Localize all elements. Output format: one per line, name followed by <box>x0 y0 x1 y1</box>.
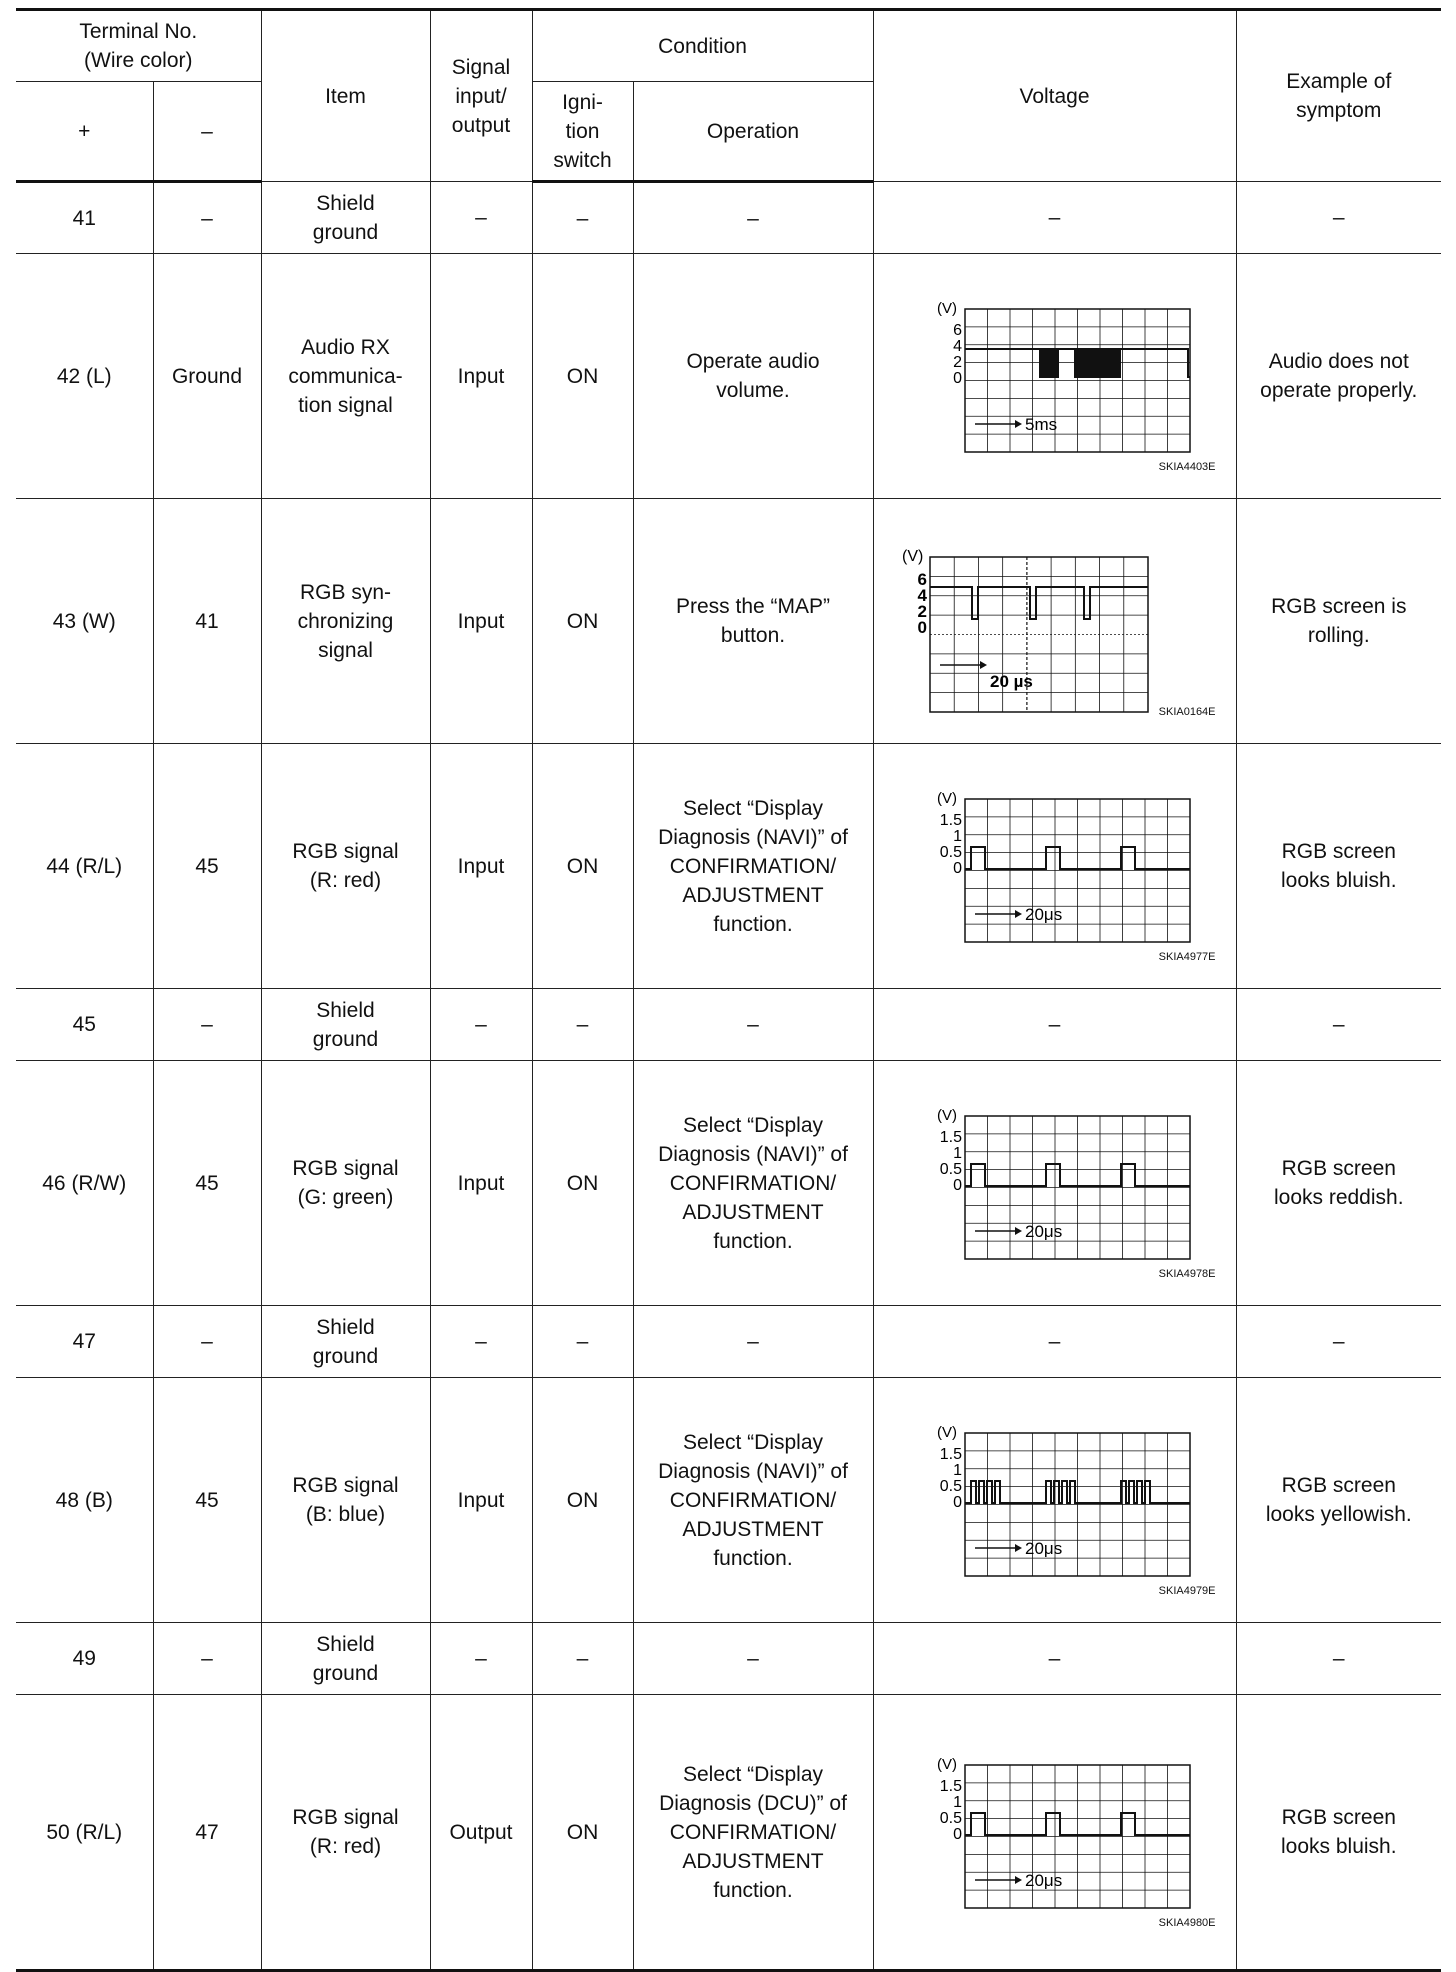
y-tick-label: 0.5 <box>939 1478 962 1495</box>
symptom-cell-line: rolling. <box>1307 624 1370 647</box>
operation-cell-line: ADJUSTMENT <box>682 883 824 907</box>
voltage-cell <box>873 499 1236 744</box>
oscilloscope-waveform <box>890 1732 1220 1932</box>
terminal-plus: 50 (R/L) <box>16 1695 153 1971</box>
item-cell-line: tion signal <box>298 393 393 417</box>
signal-io-cell: Input <box>430 744 532 989</box>
table-row <box>16 1623 1441 1695</box>
symptom-cell <box>1236 254 1441 499</box>
y-tick-label: 4 <box>952 338 962 355</box>
ignition-switch-cell: ON <box>532 1378 633 1623</box>
figure-code: SKIA4980E <box>1158 1917 1216 1929</box>
y-tick-label: 4 <box>917 586 927 605</box>
symptom-header: Example of symptom <box>1236 10 1441 182</box>
y-unit-label: (V) <box>901 548 923 565</box>
terminal-minus: – <box>153 1306 261 1378</box>
y-tick-label: 1 <box>952 1145 962 1162</box>
y-tick-label: 6 <box>917 570 927 589</box>
figure-code: SKIA4977E <box>1158 951 1216 963</box>
y-tick-label: 0 <box>917 618 927 637</box>
operation-cell-line: CONFIRMATION/ <box>669 854 837 878</box>
y-unit-label: (V) <box>936 1424 957 1441</box>
y-tick-label: 0.5 <box>939 844 962 861</box>
item-cell <box>261 499 430 744</box>
item-cell <box>261 1623 430 1695</box>
operation-cell <box>633 1695 873 1971</box>
item-cell-line: RGB signal <box>292 1806 399 1829</box>
figure-code: SKIA4979E <box>1158 1585 1216 1597</box>
table-row <box>16 1306 1441 1378</box>
terminal-minus: – <box>153 182 261 254</box>
table-row <box>16 1378 1441 1623</box>
terminal-minus: 45 <box>153 744 261 989</box>
terminal-no-header: Terminal No. (Wire color) <box>16 10 261 82</box>
y-tick-label: 1.5 <box>939 1129 962 1146</box>
operation-cell-line: CONFIRMATION/ <box>669 1488 837 1512</box>
waveform-graph <box>890 1083 1220 1283</box>
operation-cell <box>633 989 873 1061</box>
item-cell <box>261 182 430 254</box>
terminal-minus: 45 <box>153 1061 261 1306</box>
operation-cell <box>633 182 873 254</box>
operation-cell-line: Diagnosis (NAVI)” of <box>658 825 848 849</box>
arrow-head-icon <box>980 661 987 669</box>
terminal-plus: 47 <box>16 1306 153 1378</box>
voltage-cell: – <box>873 1623 1236 1695</box>
terminal-plus: 43 (W) <box>16 499 153 744</box>
symptom-cell <box>1236 1378 1441 1623</box>
arrow-head-icon <box>1015 1544 1022 1552</box>
item-cell-line: ground <box>312 220 379 244</box>
symptom-cell-line: – <box>1332 1647 1345 1670</box>
terminal-plus: 48 (B) <box>16 1378 153 1623</box>
symptom-cell-line: Audio does not <box>1268 350 1409 373</box>
item-cell <box>261 1695 430 1971</box>
y-tick-label: 0.5 <box>939 1810 962 1827</box>
item-cell-line: Shield <box>316 1315 375 1339</box>
voltage-cell: – <box>873 182 1236 254</box>
y-unit-label: (V) <box>936 1107 957 1124</box>
figure-code: SKIA4403E <box>1158 461 1216 473</box>
signal-io-cell: Input <box>430 1061 532 1306</box>
symptom-cell-line: RGB screen <box>1281 840 1396 863</box>
item-cell-line: signal <box>318 638 373 662</box>
symptom-cell <box>1236 989 1441 1061</box>
operation-cell-line: ADJUSTMENT <box>682 1200 824 1224</box>
terminal-plus: 44 (R/L) <box>16 744 153 989</box>
y-tick-label: 0.5 <box>939 1161 962 1178</box>
symptom-cell-line: RGB screen <box>1281 1474 1396 1497</box>
operation-cell-line: Select “Display <box>682 1430 824 1454</box>
operation-header: Operation <box>633 82 873 182</box>
oscilloscope-waveform <box>890 276 1220 476</box>
operation-cell-line: Diagnosis (NAVI)” of <box>658 1459 848 1483</box>
item-cell-line: (R: red) <box>309 869 382 892</box>
symptom-cell-line: operate properly. <box>1260 379 1418 402</box>
voltage-cell <box>873 254 1236 499</box>
operation-cell <box>633 1623 873 1695</box>
symptom-cell <box>1236 1306 1441 1378</box>
y-tick-label: 1.5 <box>939 1446 962 1463</box>
condition-header: Condition <box>532 10 873 82</box>
item-cell-line: communica- <box>288 364 403 388</box>
ignition-switch-cell: – <box>532 1306 633 1378</box>
arrow-head-icon <box>1015 910 1022 918</box>
item-cell-line: RGB signal <box>292 840 399 863</box>
oscilloscope-waveform <box>890 1400 1220 1600</box>
ignition-switch-cell: – <box>532 1623 633 1695</box>
y-tick-label: 6 <box>952 322 962 339</box>
item-cell <box>261 744 430 989</box>
terminal-minus: 41 <box>153 499 261 744</box>
signal-io-header: Signal input/ output <box>430 10 532 182</box>
y-unit-label: (V) <box>936 300 957 317</box>
terminal-spec-table <box>16 8 1441 1972</box>
terminal-plus: 49 <box>16 1623 153 1695</box>
symptom-cell-line: RGB screen <box>1281 1157 1396 1180</box>
item-cell-line: RGB signal <box>292 1474 399 1497</box>
y-tick-label: 1.5 <box>939 812 962 829</box>
operation-cell-line: Press the “MAP” <box>675 595 831 618</box>
operation-cell <box>633 744 873 989</box>
y-tick-label: 0 <box>952 1826 962 1843</box>
terminal-minus: – <box>153 1623 261 1695</box>
item-cell-line: Shield <box>316 998 375 1022</box>
symptom-cell-line: RGB screen <box>1281 1806 1396 1829</box>
item-cell <box>261 1378 430 1623</box>
operation-cell-line: – <box>747 206 759 230</box>
y-tick-label: 1 <box>952 828 962 845</box>
oscilloscope-waveform <box>890 766 1220 966</box>
minus-header: – <box>153 82 261 182</box>
table-row <box>16 1061 1441 1306</box>
operation-cell-line: Select “Display <box>682 1113 824 1137</box>
timebase-label: 20μs <box>1024 1222 1062 1241</box>
arrow-head-icon <box>1015 420 1022 428</box>
voltage-cell: – <box>873 989 1236 1061</box>
timebase-label: 5ms <box>1024 415 1057 434</box>
y-tick-label: 0 <box>952 860 962 877</box>
signal-io-cell: – <box>430 1623 532 1695</box>
table-row <box>16 182 1441 254</box>
operation-cell <box>633 254 873 499</box>
operation-cell-line: function. <box>713 1878 793 1902</box>
operation-cell-line: CONFIRMATION/ <box>669 1171 837 1195</box>
terminal-plus: 45 <box>16 989 153 1061</box>
signal-io-cell: Input <box>430 1378 532 1623</box>
operation-cell-line: Diagnosis (DCU)” of <box>659 1791 847 1815</box>
operation-cell-line: Operate audio <box>686 350 820 373</box>
symptom-cell-line: – <box>1332 1330 1345 1353</box>
operation-cell <box>633 1306 873 1378</box>
symptom-cell <box>1236 1061 1441 1306</box>
voltage-cell <box>873 1378 1236 1623</box>
ignition-switch-cell: ON <box>532 254 633 499</box>
timebase-label: 20 µs <box>989 672 1033 691</box>
terminal-plus: 41 <box>16 182 153 254</box>
oscilloscope-waveform <box>890 1083 1220 1283</box>
waveform-graph <box>890 521 1220 721</box>
arrow-head-icon <box>1015 1227 1022 1235</box>
arrow-head-icon <box>1015 1876 1022 1884</box>
item-cell-line: Shield <box>316 1632 375 1656</box>
terminal-plus: 42 (L) <box>16 254 153 499</box>
operation-cell-line: CONFIRMATION/ <box>669 1820 837 1844</box>
item-cell-line: (G: green) <box>297 1186 394 1209</box>
signal-io-cell: Output <box>430 1695 532 1971</box>
table-row <box>16 1695 1441 1971</box>
operation-cell-line: Select “Display <box>682 796 824 820</box>
y-tick-label: 2 <box>952 354 962 371</box>
symptom-cell-line: – <box>1332 1013 1345 1036</box>
waveform-graph <box>890 1732 1220 1932</box>
operation-cell-line: – <box>747 1647 759 1670</box>
ignition-switch-cell: ON <box>532 744 633 989</box>
oscilloscope-waveform <box>890 521 1220 721</box>
figure-code: SKIA4978E <box>1158 1268 1216 1280</box>
figure-code: SKIA0164E <box>1158 706 1216 718</box>
terminal-minus: – <box>153 989 261 1061</box>
symptom-cell-line: looks yellowish. <box>1265 1503 1412 1526</box>
y-unit-label: (V) <box>936 1756 957 1773</box>
timebase-label: 20μs <box>1024 1871 1062 1890</box>
operation-cell-line: ADJUSTMENT <box>682 1517 824 1541</box>
item-cell-line: Audio RX <box>301 335 390 359</box>
item-cell-line: ground <box>312 1344 379 1368</box>
symptom-cell <box>1236 499 1441 744</box>
symptom-cell <box>1236 1695 1441 1971</box>
y-tick-label: 0 <box>952 370 962 387</box>
ignition-switch-header: Igni- tion switch <box>532 82 633 182</box>
signal-io-cell: – <box>430 989 532 1061</box>
operation-cell-line: – <box>747 1013 759 1036</box>
y-tick-label: 1 <box>952 1462 962 1479</box>
item-cell-line: Shield <box>316 191 375 215</box>
item-cell <box>261 1306 430 1378</box>
terminal-minus: Ground <box>153 254 261 499</box>
waveform-graph <box>890 276 1220 476</box>
item-cell-line: (R: red) <box>309 1835 382 1858</box>
ignition-switch-cell: ON <box>532 1695 633 1971</box>
operation-cell <box>633 499 873 744</box>
item-cell-line: (B: blue) <box>305 1503 386 1526</box>
ignition-switch-cell: – <box>532 989 633 1061</box>
item-header: Item <box>261 10 430 182</box>
item-cell-line: chronizing <box>297 609 394 633</box>
operation-cell-line: function. <box>713 1546 793 1570</box>
terminal-minus: 47 <box>153 1695 261 1971</box>
timebase-label: 20μs <box>1024 905 1062 924</box>
voltage-cell <box>873 1061 1236 1306</box>
ignition-switch-cell: ON <box>532 499 633 744</box>
item-cell-line: ground <box>312 1661 379 1685</box>
voltage-cell: – <box>873 1306 1236 1378</box>
symptom-cell-line: RGB screen is <box>1271 595 1407 618</box>
signal-io-cell: – <box>430 182 532 254</box>
table-body <box>16 182 1441 1971</box>
symptom-cell <box>1236 1623 1441 1695</box>
symptom-cell-line: – <box>1332 206 1345 229</box>
plus-header: + <box>16 82 153 182</box>
operation-cell-line: function. <box>713 1229 793 1253</box>
waveform-graph <box>890 1400 1220 1600</box>
waveform-graph <box>890 766 1220 966</box>
item-cell-line: ground <box>312 1027 379 1051</box>
y-tick-label: 1 <box>952 1794 962 1811</box>
symptom-cell <box>1236 182 1441 254</box>
y-tick-label: 1.5 <box>939 1778 962 1795</box>
item-cell <box>261 989 430 1061</box>
y-tick-label: 0 <box>952 1177 962 1194</box>
timebase-label: 20μs <box>1024 1539 1062 1558</box>
terminal-minus: 45 <box>153 1378 261 1623</box>
item-cell-line: RGB signal <box>292 1157 399 1180</box>
item-cell <box>261 1061 430 1306</box>
terminal-plus: 46 (R/W) <box>16 1061 153 1306</box>
y-unit-label: (V) <box>936 790 957 807</box>
table-row <box>16 744 1441 989</box>
symptom-cell-line: looks bluish. <box>1280 1835 1397 1858</box>
item-cell <box>261 254 430 499</box>
voltage-header: Voltage <box>873 10 1236 182</box>
signal-io-cell: Input <box>430 254 532 499</box>
operation-cell-line: button. <box>720 624 786 647</box>
table-row <box>16 499 1441 744</box>
y-tick-label: 0 <box>952 1494 962 1511</box>
table-row <box>16 254 1441 499</box>
signal-trace <box>930 587 1148 619</box>
ignition-switch-cell: ON <box>532 1061 633 1306</box>
symptom-cell-line: looks bluish. <box>1280 869 1397 892</box>
operation-cell-line: Select “Display <box>682 1762 824 1786</box>
table-row <box>16 989 1441 1061</box>
voltage-cell <box>873 1695 1236 1971</box>
operation-cell <box>633 1061 873 1306</box>
operation-cell <box>633 1378 873 1623</box>
y-tick-label: 2 <box>917 602 927 621</box>
symptom-cell <box>1236 744 1441 989</box>
item-cell-line: RGB syn- <box>299 580 391 604</box>
operation-cell-line: Diagnosis (NAVI)” of <box>658 1142 848 1166</box>
operation-cell-line: – <box>747 1330 759 1353</box>
voltage-cell <box>873 744 1236 989</box>
operation-cell-line: volume. <box>716 379 790 402</box>
operation-cell-line: function. <box>713 912 793 936</box>
signal-io-cell: – <box>430 1306 532 1378</box>
operation-cell-line: ADJUSTMENT <box>682 1849 824 1873</box>
signal-io-cell: Input <box>430 499 532 744</box>
symptom-cell-line: looks reddish. <box>1273 1186 1404 1209</box>
ignition-switch-cell: – <box>532 182 633 254</box>
